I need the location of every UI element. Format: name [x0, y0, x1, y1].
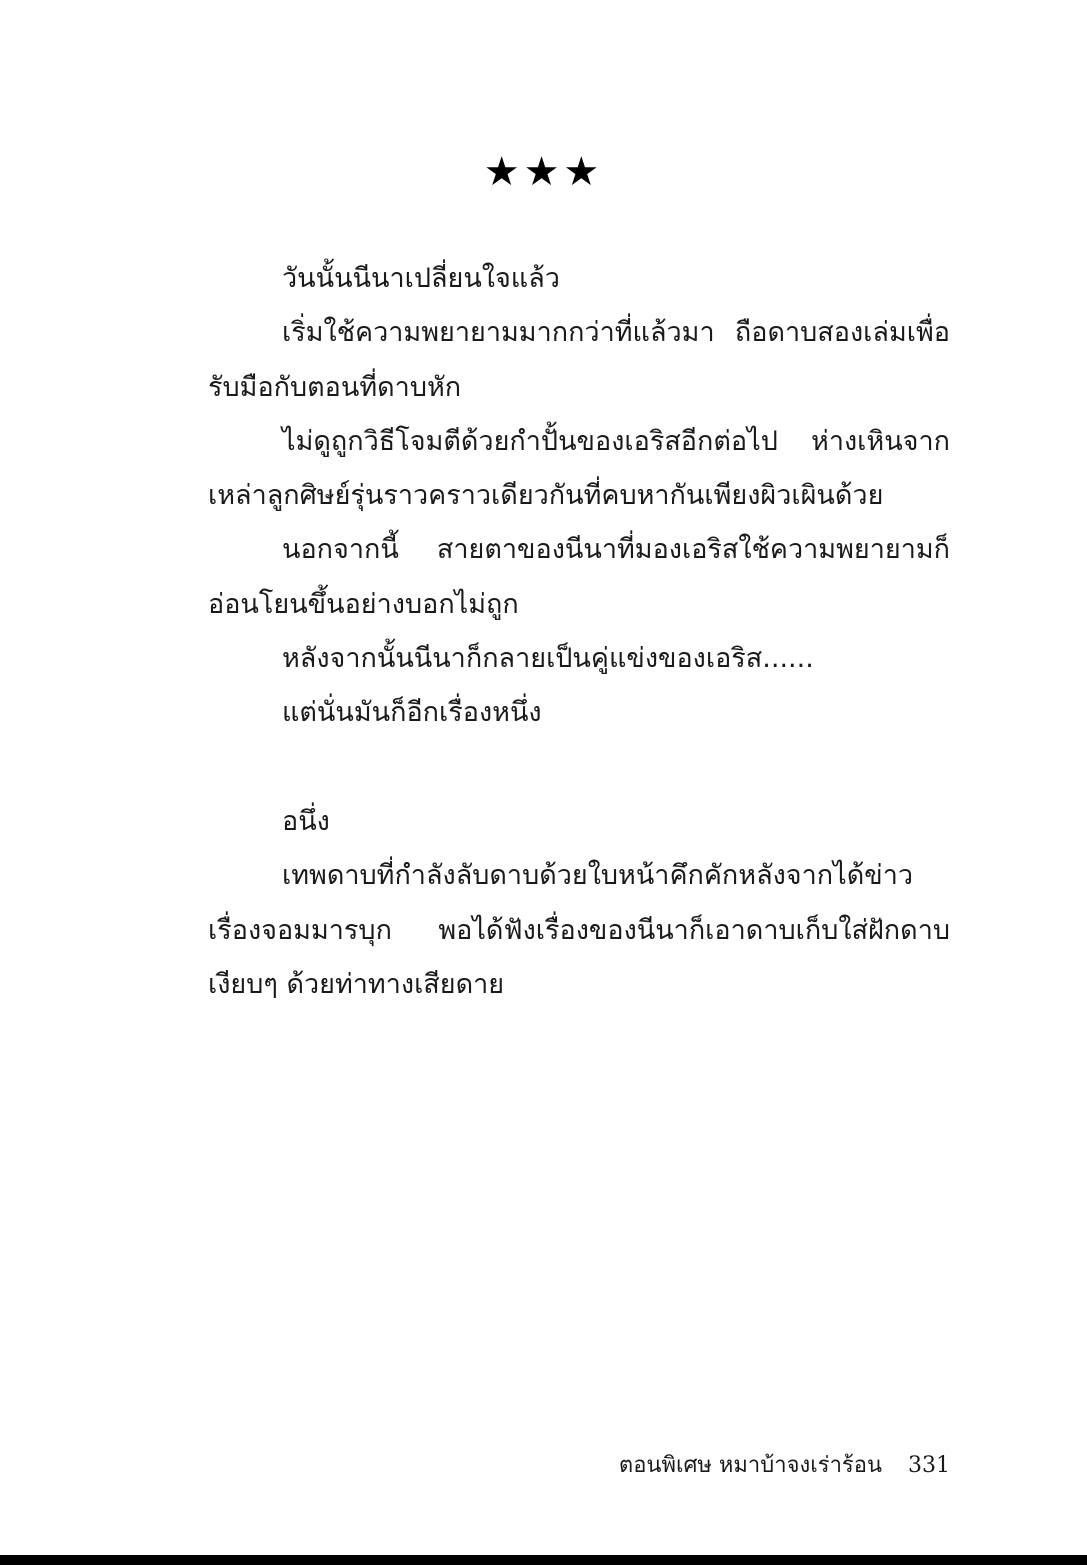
paragraph: ไม่ดูถูกวิธีโจมตีด้วยกำปั้นของเอริสอีกต่อไป ห่างเหินจากเหล่าลูกศิษย์รุ่นราวคราวเดียวกันที่คบหากันเพียงผิวเผินด้วย [208, 425, 950, 512]
footer-chapter-title: ตอนพิเศษ หมาบ้าจงเร่าร้อน [618, 1453, 882, 1478]
paragraph: หลังจากนั้นนีนาก็กลายเป็นคู่แข่งของเอริส...... [282, 643, 814, 675]
page-number: 331 [908, 1453, 950, 1478]
paragraph: นอกจากนี้ สายตาของนีนาที่มองเอริสใช้ความพยายามก็อ่อนโยนขึ้นอย่างบอกไม่ถูก [208, 534, 950, 620]
bottom-border [0, 1555, 1087, 1565]
paragraph: อนึ่ง [282, 805, 330, 837]
body-text [208, 252, 950, 1012]
blank-line [208, 741, 950, 795]
paragraph: เริ่มใช้ความพยายามมากกว่าที่แล้วมา ถือดาบสองเล่มเพื่อรับมือกับตอนที่ดาบหัก [208, 317, 950, 403]
paragraph: เทพดาบที่กำลังลับดาบด้วยใบหน้าคึกคักหลังจากได้ข่าวเรื่องจอมมารบุก พอได้ฟังเรื่องของนีนาก็เอาดาบเก็บใส่ฝักดาบเงียบๆ ด้วยท่าทางเสียดาย [208, 860, 950, 1000]
paragraph: วันนั้นนีนาเปลี่ยนใจแล้ว [282, 263, 560, 294]
paragraph: แต่นั่นมันก็อีกเรื่องหนึ่ง [282, 697, 542, 729]
section-separator: ★★★ [483, 149, 604, 195]
running-footer [619, 1448, 950, 1484]
